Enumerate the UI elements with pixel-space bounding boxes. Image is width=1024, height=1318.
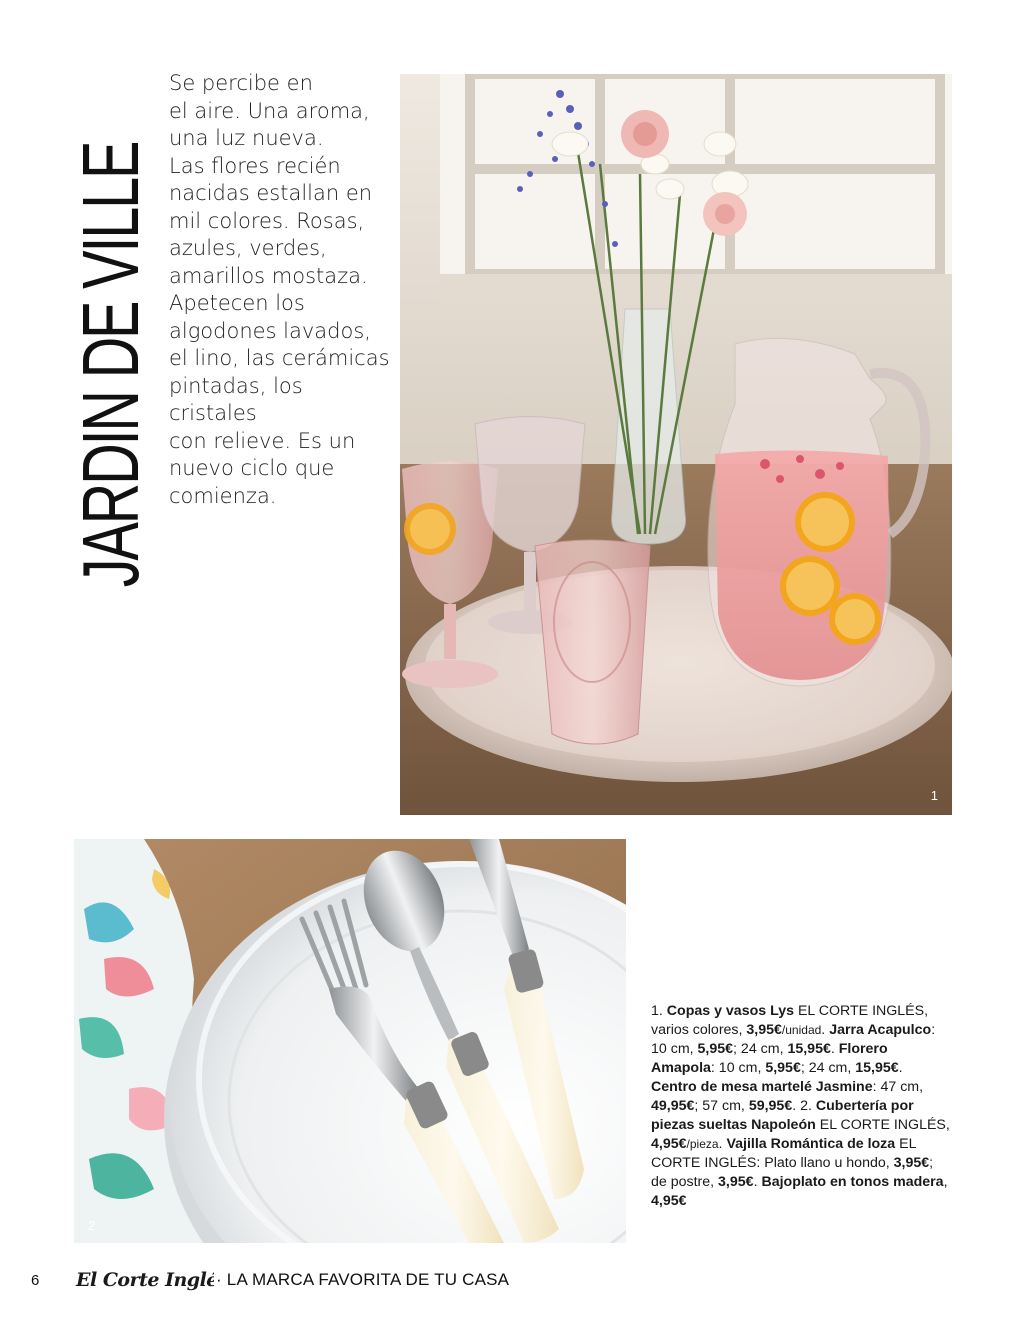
caption-text: : 10 cm, [710, 1060, 766, 1076]
product-name: Cubertería por piezas sueltas Napoleón [651, 1098, 914, 1133]
slogan: · LA MARCA FAVORITA DE TU CASA [216, 1270, 510, 1289]
product-name: Jarra Acapulco [829, 1022, 932, 1038]
product-name: Centro de mesa martelé Jasmine [651, 1079, 873, 1095]
photo1-number: 1 [930, 788, 938, 803]
intro-paragraph: Se percibe en el aire. Una aroma, una luz nueva. Las flores recién nacidas estallan en mil colores. Rosas, azules, verdes, amarillos mostaza. Apetecen los algodones lavados, el lino, las cerámicas pintadas, los cristales con relieve. Es un nuevo ciclo que comienza. [169, 71, 390, 508]
glassware-illustration [400, 74, 952, 815]
unit-label: /pieza [686, 1137, 719, 1151]
price: 4,95€ [651, 1193, 687, 1209]
product-name: Florero Amapola [651, 1041, 888, 1076]
caption-text: ; 24 cm, [800, 1060, 856, 1076]
caption-text: EL CORTE INGLÉS, varios colores, [651, 1003, 929, 1038]
price: 3,95€ [718, 1174, 754, 1190]
price: 3,95€ [746, 1022, 782, 1038]
caption-text: . [753, 1174, 762, 1190]
caption-text: EL CORTE INGLÉS: Plato llano u hondo, [651, 1136, 916, 1171]
caption-text: ; 57 cm, [694, 1098, 749, 1114]
product-name: Copas y vasos Lys [666, 1003, 795, 1019]
photo2-number: 2 [88, 1218, 96, 1233]
caption-text: ; 24 cm, [733, 1041, 788, 1057]
caption-text: ; de postre, [651, 1155, 934, 1190]
price: 15,95€ [855, 1060, 899, 1076]
cutlery-photo [74, 839, 626, 1243]
price: 4,95€ [651, 1136, 687, 1152]
product-name: Vajilla Romántica de loza [726, 1136, 896, 1152]
unit-label: /unidad [781, 1023, 822, 1037]
price: 5,95€ [765, 1060, 801, 1076]
cutlery-illustration [74, 839, 626, 1243]
caption-text: . [898, 1060, 903, 1076]
glassware-photo [400, 74, 952, 815]
svg-text:El Corte Inglés: El Corte Inglés [76, 1269, 214, 1291]
caption-text: : 10 cm, [651, 1022, 936, 1057]
product-name: Bajoplato en tonos madera [761, 1174, 944, 1190]
caption-text: . [718, 1136, 727, 1152]
caption-text: . [821, 1022, 830, 1038]
el-corte-ingles-logo [74, 1262, 214, 1294]
page-number: 6 [31, 1272, 40, 1289]
caption-text: , [943, 1174, 948, 1190]
price: 5,95€ [697, 1041, 734, 1057]
caption-text: EL CORTE INGLÉS, [815, 1117, 950, 1133]
brand-logo-icon [74, 1262, 214, 1294]
product-caption [651, 1002, 951, 1211]
price: 49,95€ [651, 1098, 695, 1114]
caption-text: . 2. [792, 1098, 816, 1114]
caption-text: . [830, 1041, 839, 1057]
price: 59,95€ [748, 1098, 793, 1114]
price: 15,95€ [787, 1041, 831, 1057]
caption-text: 1. [651, 1003, 667, 1019]
section-title [68, 72, 154, 657]
caption-text: : 47 cm, [872, 1079, 924, 1095]
section-title-text: JARDIN DE VILLE [66, 142, 155, 587]
price: 3,95€ [893, 1155, 930, 1171]
